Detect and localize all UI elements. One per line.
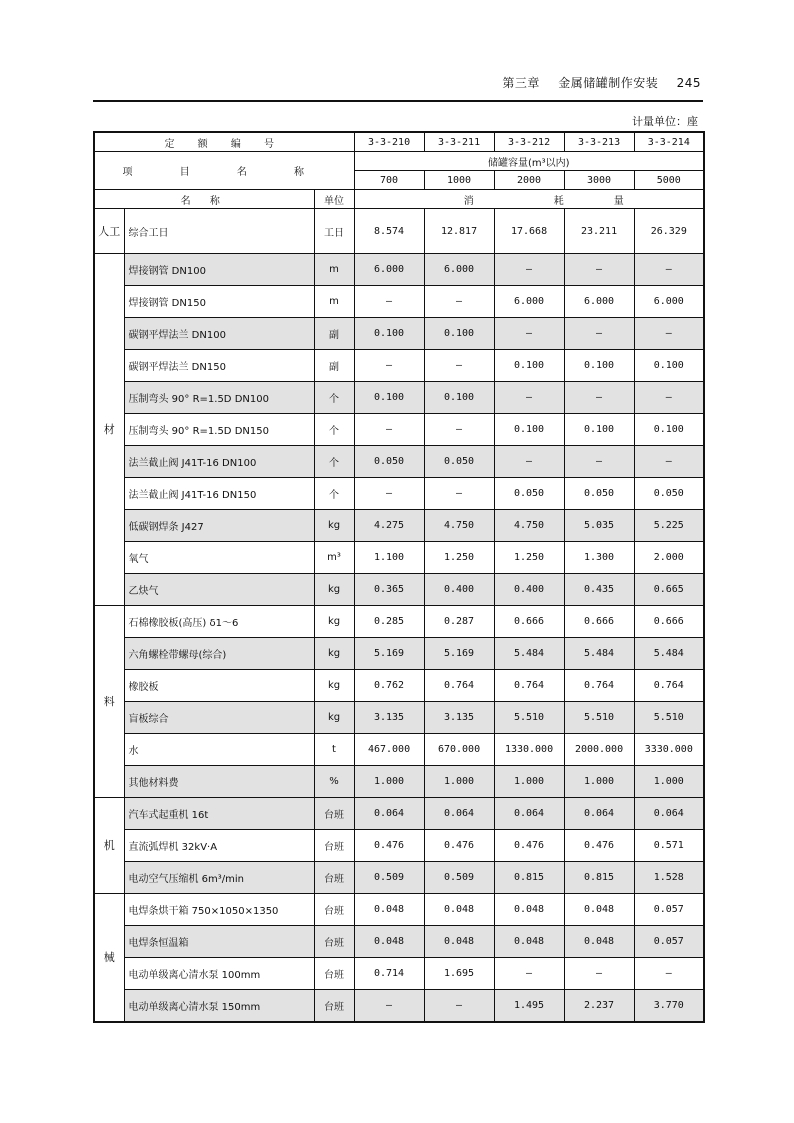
unit-note: 计量单位：座 bbox=[632, 115, 698, 128]
row-value: 0.764 bbox=[494, 670, 564, 702]
row-value: 0.064 bbox=[354, 798, 424, 830]
row-value: — bbox=[354, 478, 424, 510]
row-name: 焊接钢管 DN150 bbox=[124, 286, 314, 318]
row-value: 1.000 bbox=[354, 766, 424, 798]
machinery-row bbox=[94, 990, 704, 1022]
category-cell: 机 bbox=[94, 798, 124, 894]
row-value: 2.237 bbox=[564, 990, 634, 1022]
row-value: 3330.000 bbox=[634, 734, 704, 766]
material-row bbox=[94, 446, 704, 478]
material-row bbox=[94, 414, 704, 446]
row-value: — bbox=[424, 350, 494, 382]
material-row bbox=[94, 254, 704, 286]
row-value: 1.100 bbox=[354, 542, 424, 574]
row-value: 0.476 bbox=[424, 830, 494, 862]
row-name: 法兰截止阀 J41T-16 DN100 bbox=[124, 446, 314, 478]
row-value: 0.100 bbox=[354, 382, 424, 414]
page-number: 245 bbox=[676, 76, 701, 90]
row-unit: kg bbox=[314, 574, 354, 606]
capacity-value: 700 bbox=[354, 171, 424, 190]
row-value: 0.666 bbox=[634, 606, 704, 638]
row-value: 5.484 bbox=[494, 638, 564, 670]
row-value: — bbox=[424, 990, 494, 1022]
row-name: 乙炔气 bbox=[124, 574, 314, 606]
row-value: — bbox=[424, 478, 494, 510]
capacity-value: 3000 bbox=[564, 171, 634, 190]
row-value: 4.750 bbox=[424, 510, 494, 542]
row-value: — bbox=[634, 254, 704, 286]
labor-row bbox=[94, 209, 704, 254]
consumption-char: 耗 bbox=[553, 195, 564, 207]
row-name: 压制弯头 90° R=1.5D DN150 bbox=[124, 414, 314, 446]
row-name: 法兰截止阀 J41T-16 DN150 bbox=[124, 478, 314, 510]
row-unit: 台班 bbox=[314, 926, 354, 958]
row-value: 0.509 bbox=[354, 862, 424, 894]
row-value: 1.000 bbox=[424, 766, 494, 798]
row-value: — bbox=[494, 318, 564, 350]
capacity-label: 储罐容量(m³以内) bbox=[354, 152, 704, 171]
row-value: 0.509 bbox=[424, 862, 494, 894]
row-unit: % bbox=[314, 766, 354, 798]
row-name: 其他材料费 bbox=[124, 766, 314, 798]
row-name: 碳钢平焊法兰 DN150 bbox=[124, 350, 314, 382]
row-value: 0.064 bbox=[424, 798, 494, 830]
row-value: 2.000 bbox=[634, 542, 704, 574]
row-value: 0.050 bbox=[354, 446, 424, 478]
row-value: 1.000 bbox=[494, 766, 564, 798]
row-value: 0.064 bbox=[634, 798, 704, 830]
row-value: — bbox=[354, 414, 424, 446]
material-row bbox=[94, 734, 704, 766]
material-row bbox=[94, 606, 704, 638]
row-unit: 台班 bbox=[314, 990, 354, 1022]
row-value: 1.250 bbox=[424, 542, 494, 574]
row-value: 0.476 bbox=[494, 830, 564, 862]
row-value: 0.285 bbox=[354, 606, 424, 638]
material-row bbox=[94, 318, 704, 350]
row-value: 5.225 bbox=[634, 510, 704, 542]
row-unit: 个 bbox=[314, 414, 354, 446]
machinery-row bbox=[94, 926, 704, 958]
machinery-row bbox=[94, 958, 704, 990]
row-value: 6.000 bbox=[424, 254, 494, 286]
row-value: 5.169 bbox=[424, 638, 494, 670]
consumption-header bbox=[354, 190, 704, 209]
row-value: 6.000 bbox=[494, 286, 564, 318]
row-name: 电焊条恒温箱 bbox=[124, 926, 314, 958]
row-value: — bbox=[564, 254, 634, 286]
machinery-row bbox=[94, 798, 704, 830]
row-value: 0.476 bbox=[564, 830, 634, 862]
row-unit: 副 bbox=[314, 318, 354, 350]
row-value: 1.528 bbox=[634, 862, 704, 894]
codes-label: 定 额 编 号 bbox=[94, 132, 354, 152]
row-value: 0.100 bbox=[564, 350, 634, 382]
row-value: 0.571 bbox=[634, 830, 704, 862]
row-value: — bbox=[634, 382, 704, 414]
machinery-row bbox=[94, 862, 704, 894]
row-value: — bbox=[424, 286, 494, 318]
capacity-value: 1000 bbox=[424, 171, 494, 190]
material-row bbox=[94, 286, 704, 318]
row-value: 0.048 bbox=[564, 926, 634, 958]
row-value: 1.300 bbox=[564, 542, 634, 574]
row-unit: 个 bbox=[314, 478, 354, 510]
row-value: — bbox=[494, 382, 564, 414]
material-row bbox=[94, 382, 704, 414]
consumption-char: 量 bbox=[613, 195, 624, 207]
quota-table bbox=[93, 131, 705, 1023]
row-value: 5.484 bbox=[564, 638, 634, 670]
row-value: — bbox=[634, 318, 704, 350]
row-name: 石棉橡胶板(高压) δ1～6 bbox=[124, 606, 314, 638]
row-unit: 台班 bbox=[314, 894, 354, 926]
row-value: 0.048 bbox=[354, 894, 424, 926]
row-value: 0.048 bbox=[354, 926, 424, 958]
row-name: 焊接钢管 DN100 bbox=[124, 254, 314, 286]
row-unit: 台班 bbox=[314, 798, 354, 830]
row-value: 0.100 bbox=[564, 414, 634, 446]
row-value: 12.817 bbox=[424, 209, 494, 254]
row-name: 水 bbox=[124, 734, 314, 766]
row-value: 5.510 bbox=[634, 702, 704, 734]
row-value: 3.135 bbox=[354, 702, 424, 734]
row-name: 氧气 bbox=[124, 542, 314, 574]
row-value: 5.510 bbox=[564, 702, 634, 734]
running-header bbox=[488, 74, 701, 91]
row-unit: m bbox=[314, 254, 354, 286]
material-row bbox=[94, 350, 704, 382]
row-value: 0.048 bbox=[494, 926, 564, 958]
capacity-row bbox=[94, 152, 704, 171]
row-value: — bbox=[634, 446, 704, 478]
row-unit: kg bbox=[314, 670, 354, 702]
row-value: 0.057 bbox=[634, 894, 704, 926]
code-cell: 3-3-214 bbox=[634, 132, 704, 152]
row-value: 0.100 bbox=[354, 318, 424, 350]
row-value: 0.064 bbox=[494, 798, 564, 830]
row-value: 0.400 bbox=[424, 574, 494, 606]
row-unit: 个 bbox=[314, 446, 354, 478]
row-unit: m bbox=[314, 286, 354, 318]
row-value: 1.250 bbox=[494, 542, 564, 574]
code-cell: 3-3-212 bbox=[494, 132, 564, 152]
code-cell: 3-3-210 bbox=[354, 132, 424, 152]
row-value: 0.100 bbox=[634, 350, 704, 382]
row-value: 5.510 bbox=[494, 702, 564, 734]
row-value: 0.100 bbox=[494, 414, 564, 446]
row-value: — bbox=[354, 990, 424, 1022]
consumption-char: 消 bbox=[463, 195, 474, 207]
row-value: 1.695 bbox=[424, 958, 494, 990]
material-row bbox=[94, 574, 704, 606]
row-value: — bbox=[354, 286, 424, 318]
row-value: 467.000 bbox=[354, 734, 424, 766]
row-value: 0.815 bbox=[564, 862, 634, 894]
row-unit: 个 bbox=[314, 382, 354, 414]
row-unit: 台班 bbox=[314, 958, 354, 990]
row-value: 0.048 bbox=[424, 894, 494, 926]
row-value: 0.100 bbox=[424, 318, 494, 350]
row-value: 670.000 bbox=[424, 734, 494, 766]
row-value: 0.050 bbox=[634, 478, 704, 510]
section-title: 金属储罐制作安装 bbox=[558, 76, 659, 90]
row-value: 0.714 bbox=[354, 958, 424, 990]
column-header-row bbox=[94, 190, 704, 209]
row-value: 2000.000 bbox=[564, 734, 634, 766]
row-value: — bbox=[564, 382, 634, 414]
row-value: 26.329 bbox=[634, 209, 704, 254]
item-label: 项 目 名 称 bbox=[94, 152, 354, 190]
row-value: 0.050 bbox=[424, 446, 494, 478]
row-value: 1.000 bbox=[634, 766, 704, 798]
row-unit: kg bbox=[314, 510, 354, 542]
row-value: 0.665 bbox=[634, 574, 704, 606]
row-value: — bbox=[494, 446, 564, 478]
row-unit: 工日 bbox=[314, 209, 354, 254]
row-unit: kg bbox=[314, 638, 354, 670]
row-value: 3.135 bbox=[424, 702, 494, 734]
row-value: 0.048 bbox=[424, 926, 494, 958]
row-name: 直流弧焊机 32kV·A bbox=[124, 830, 314, 862]
row-value: 0.100 bbox=[634, 414, 704, 446]
row-unit: kg bbox=[314, 606, 354, 638]
row-value: 0.064 bbox=[564, 798, 634, 830]
material-row bbox=[94, 702, 704, 734]
row-value: 0.400 bbox=[494, 574, 564, 606]
row-value: — bbox=[424, 414, 494, 446]
row-value: 1.000 bbox=[564, 766, 634, 798]
row-value: 1330.000 bbox=[494, 734, 564, 766]
code-cell: 3-3-213 bbox=[564, 132, 634, 152]
unit-column-header: 单位 bbox=[314, 190, 354, 209]
material-row bbox=[94, 670, 704, 702]
row-value: 0.476 bbox=[354, 830, 424, 862]
row-value: 0.287 bbox=[424, 606, 494, 638]
row-value: 0.048 bbox=[494, 894, 564, 926]
row-value: 5.484 bbox=[634, 638, 704, 670]
row-value: 5.169 bbox=[354, 638, 424, 670]
row-name: 低碳钢焊条 J427 bbox=[124, 510, 314, 542]
row-value: 0.050 bbox=[494, 478, 564, 510]
capacity-value: 5000 bbox=[634, 171, 704, 190]
row-value: — bbox=[634, 958, 704, 990]
row-value: — bbox=[354, 350, 424, 382]
row-value: 0.365 bbox=[354, 574, 424, 606]
labor-category: 人工 bbox=[94, 209, 124, 254]
row-value: 0.764 bbox=[424, 670, 494, 702]
category-cell: 材 bbox=[94, 254, 124, 606]
row-unit: 副 bbox=[314, 350, 354, 382]
row-unit: m³ bbox=[314, 542, 354, 574]
material-row bbox=[94, 638, 704, 670]
chapter-label: 第三章 bbox=[502, 76, 540, 90]
row-value: 0.050 bbox=[564, 478, 634, 510]
row-name: 电动单级离心清水泵 150mm bbox=[124, 990, 314, 1022]
row-name: 碳钢平焊法兰 DN100 bbox=[124, 318, 314, 350]
material-row bbox=[94, 478, 704, 510]
row-unit: 台班 bbox=[314, 862, 354, 894]
name-column-header: 名 称 bbox=[94, 190, 314, 209]
machinery-row bbox=[94, 894, 704, 926]
row-value: — bbox=[564, 446, 634, 478]
row-value: 0.762 bbox=[354, 670, 424, 702]
category-cell: 料 bbox=[94, 606, 124, 798]
row-unit: kg bbox=[314, 702, 354, 734]
row-value: — bbox=[564, 958, 634, 990]
machinery-row bbox=[94, 830, 704, 862]
category-cell: 械 bbox=[94, 894, 124, 1022]
row-value: 0.666 bbox=[564, 606, 634, 638]
row-value: 6.000 bbox=[634, 286, 704, 318]
row-value: 0.815 bbox=[494, 862, 564, 894]
row-name: 压制弯头 90° R=1.5D DN100 bbox=[124, 382, 314, 414]
row-name: 六角螺栓带螺母(综合) bbox=[124, 638, 314, 670]
row-value: 0.435 bbox=[564, 574, 634, 606]
row-value: 0.100 bbox=[424, 382, 494, 414]
row-unit: 台班 bbox=[314, 830, 354, 862]
material-row bbox=[94, 766, 704, 798]
material-row bbox=[94, 542, 704, 574]
row-value: 17.668 bbox=[494, 209, 564, 254]
row-value: 6.000 bbox=[564, 286, 634, 318]
material-row bbox=[94, 510, 704, 542]
row-value: — bbox=[494, 254, 564, 286]
codes-row bbox=[94, 132, 704, 152]
row-value: — bbox=[564, 318, 634, 350]
header-rule bbox=[93, 100, 703, 102]
row-value: 1.495 bbox=[494, 990, 564, 1022]
row-name: 盲板综合 bbox=[124, 702, 314, 734]
row-name: 电动单级离心清水泵 100mm bbox=[124, 958, 314, 990]
row-name: 综合工日 bbox=[124, 209, 314, 254]
row-name: 电焊条烘干箱 750×1050×1350 bbox=[124, 894, 314, 926]
row-value: 0.764 bbox=[564, 670, 634, 702]
row-value: 0.048 bbox=[564, 894, 634, 926]
row-name: 电动空气压缩机 6m³/min bbox=[124, 862, 314, 894]
code-cell: 3-3-211 bbox=[424, 132, 494, 152]
row-value: 0.764 bbox=[634, 670, 704, 702]
row-value: 6.000 bbox=[354, 254, 424, 286]
row-value: 0.666 bbox=[494, 606, 564, 638]
row-value: 0.057 bbox=[634, 926, 704, 958]
row-value: 5.035 bbox=[564, 510, 634, 542]
row-value: 0.100 bbox=[494, 350, 564, 382]
row-value: 23.211 bbox=[564, 209, 634, 254]
row-name: 橡胶板 bbox=[124, 670, 314, 702]
row-value: — bbox=[494, 958, 564, 990]
row-value: 4.275 bbox=[354, 510, 424, 542]
row-name: 汽车式起重机 16t bbox=[124, 798, 314, 830]
row-value: 3.770 bbox=[634, 990, 704, 1022]
row-value: 4.750 bbox=[494, 510, 564, 542]
row-value: 8.574 bbox=[354, 209, 424, 254]
capacity-value: 2000 bbox=[494, 171, 564, 190]
row-unit: t bbox=[314, 734, 354, 766]
